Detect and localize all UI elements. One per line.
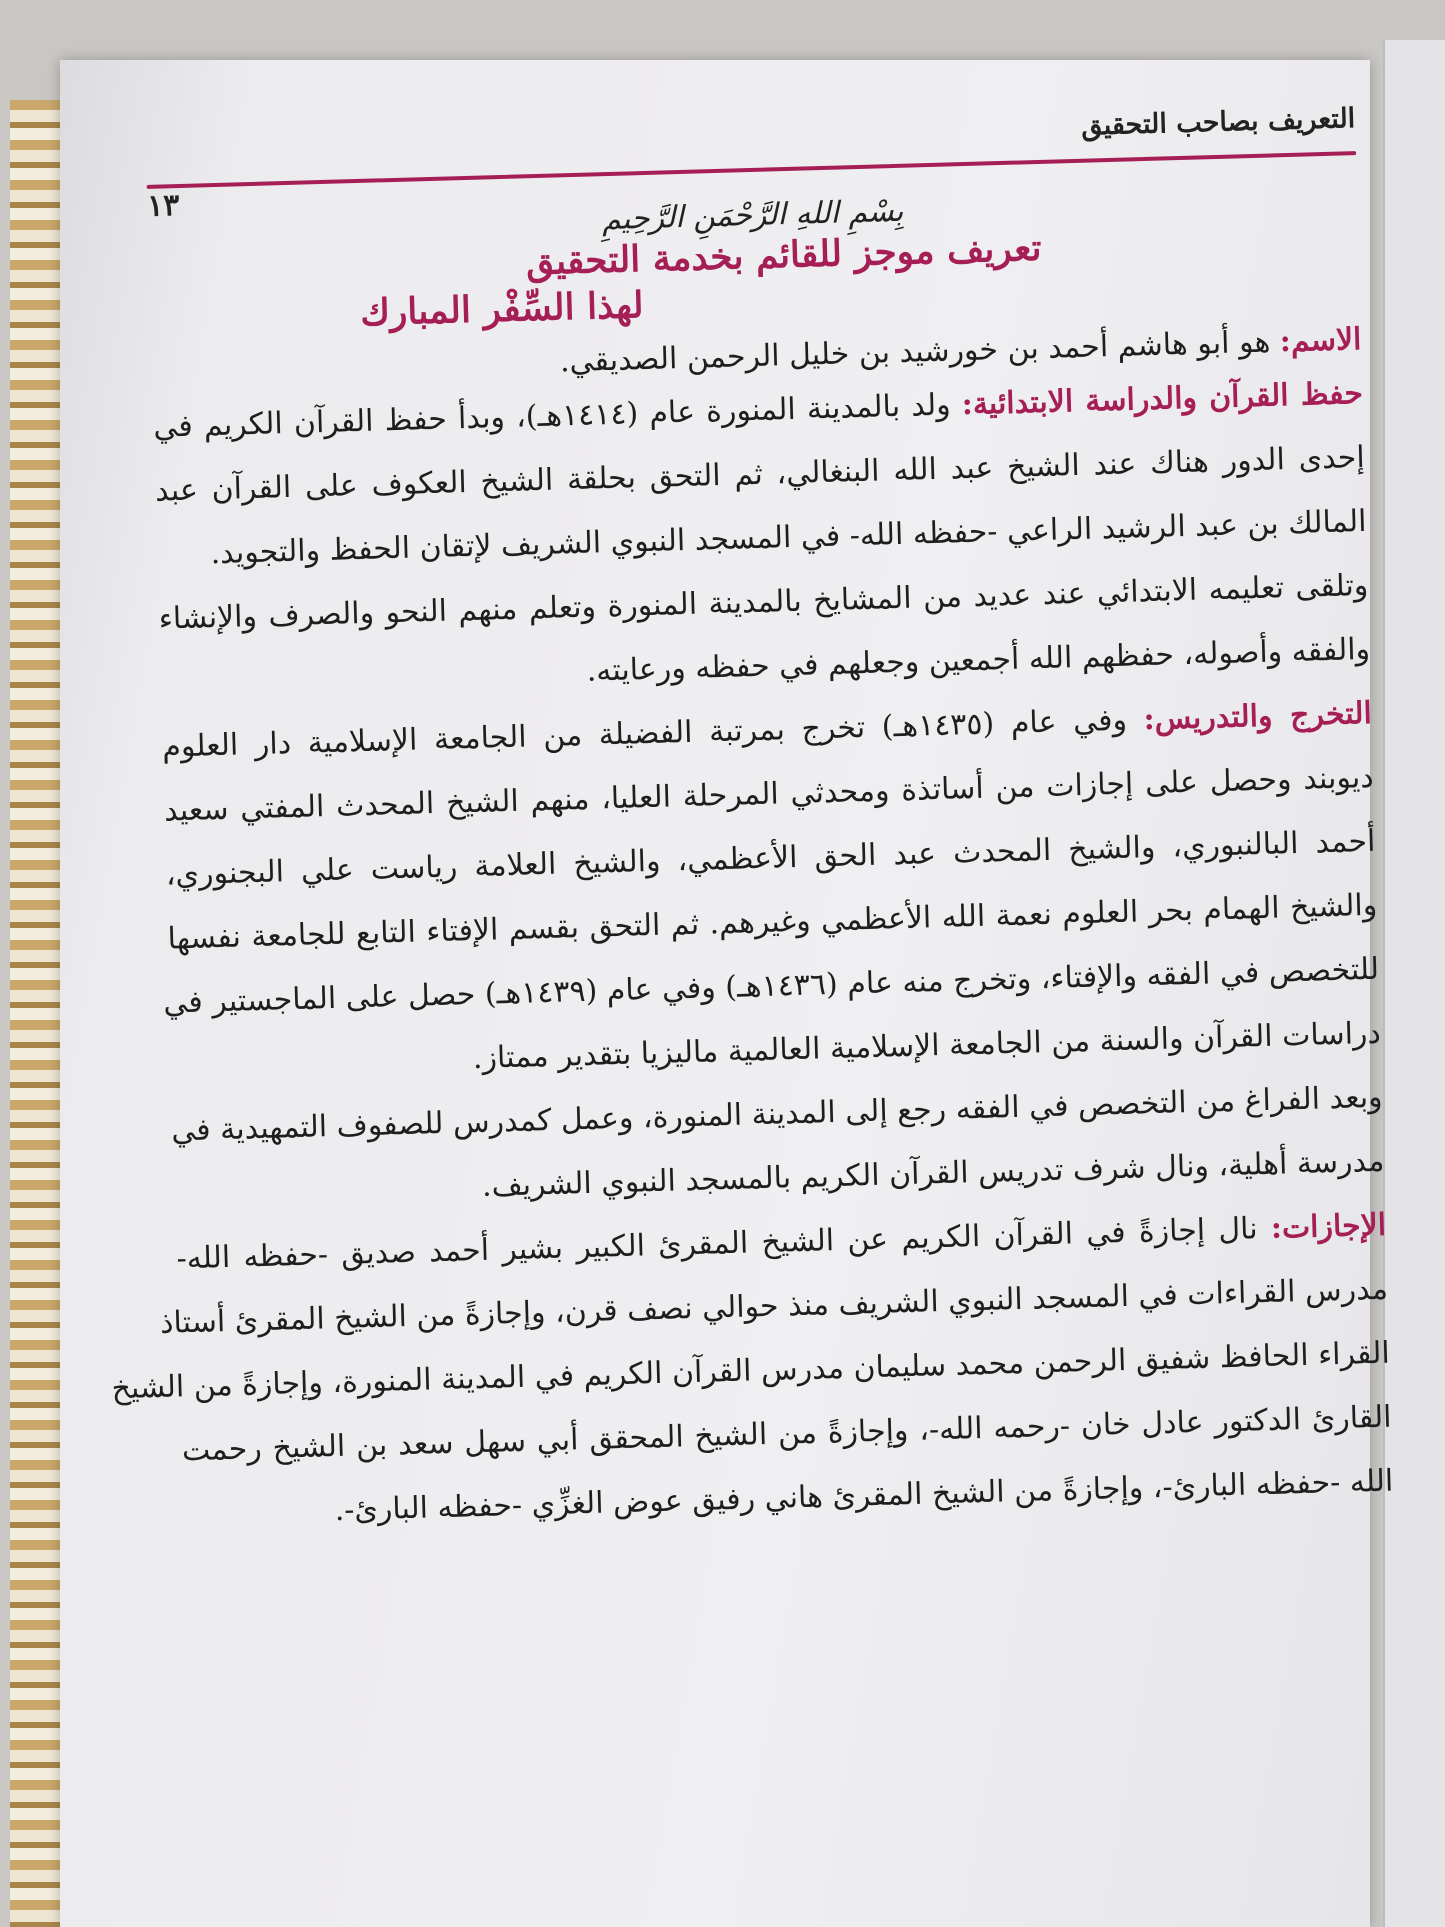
line-text: إحدى الدور هناك عند الشيخ عبد الله البنغالي، ثم التحق بحلقة الشيخ العكوف على القرآن عبد — [154, 439, 1366, 509]
section-label: التخرج والتدريس: — [1143, 695, 1373, 738]
line-text: وتلقى تعليمه الابتدائي عند عديد من المشايخ بالمدينة المنورة وتعلم منهم النحو والصرف والإنشاء — [158, 567, 1369, 637]
title-line-1: تعريف موجز للقائم بخدمة التحقيق — [525, 226, 1043, 284]
line-text: مدرس القراءات في المسجد النبوي الشريف منذ حوالي نصف قرن، وإجازةً من الشيخ المقرئ أستاذ — [159, 1271, 1389, 1341]
section-label: الاسم: — [1279, 322, 1362, 360]
line-text: هو أبو هاشم أحمد بن خورشيد بن خليل الرحمن الصديقي. — [559, 324, 1281, 380]
line-text: ولد بالمدينة المنورة عام (١٤١٤هـ)، وبدأ حفظ القرآن الكريم في — [152, 387, 963, 445]
page-content — [111, 103, 1394, 1547]
line-text: والشيخ الهمام بحر العلوم نعمة الله الأعظمي وغيرهم. ثم التحق بقسم الإفتاء التابع للجامعة نفسها — [167, 887, 1378, 957]
title-line-2: لهذا السِّفْر المبارك — [359, 284, 645, 334]
line-text: دراسات القرآن والسنة من الجامعة الإسلامية العالمية ماليزيا بتقدير ممتاز. — [472, 1015, 1382, 1077]
section-label: حفظ القرآن والدراسة الابتدائية: — [961, 376, 1364, 423]
line-text: والفقه وأصوله، حفظهم الله أجمعين وجعلهم في حفظه ورعايته. — [586, 631, 1371, 689]
section-label: الإجازات: — [1270, 1207, 1387, 1246]
line-text: القراء الحافظ شفيق الرحمن محمد سليمان مدرس القرآن الكريم في المدينة المنورة، وإجازةً من الشيخ — [111, 1335, 1391, 1407]
line-text: الله -حفظه البارئ-، وإجازةً من الشيخ المقرئ هاني رفيق عوض الغزِّي -حفظه البارئ-. — [334, 1463, 1394, 1529]
line-text: مدرسة أهلية، ونال شرف تدريس القرآن الكريم بالمسجد النبوي الشريف. — [481, 1143, 1385, 1204]
line-text: نال إجازةً في القرآن الكريم عن الشيخ المقرئ الكبير بشير أحمد صديق -حفظه الله- — [176, 1210, 1272, 1277]
line-text: وبعد الفراغ من التخصص في الفقه رجع إلى المدينة المنورة، وعمل كمدرس للصفوف التمهيدية في — [170, 1079, 1384, 1149]
book-spine-decoration — [10, 100, 65, 1927]
basmala: بِسْمِ اللهِ الرَّحْمَنِ الرَّحِيمِ — [601, 193, 904, 238]
facing-page-edge — [1383, 40, 1445, 1927]
line-text: ديوبند وحصل على إجازات من أساتذة ومحدثي المرحلة العليا، منهم الشيخ المحدث المفتي سعيد — [163, 759, 1375, 829]
line-text: القارئ الدكتور عادل خان -رحمه الله-، وإجازةً من الشيخ المحقق أبي سهل سعد بن الشيخ رحمت — [181, 1399, 1392, 1469]
line-text: وفي عام (١٤٣٥هـ) تخرج بمرتبة الفضيلة من الجامعة الإسلامية دار العلوم — [161, 702, 1145, 765]
book-page — [60, 60, 1394, 1927]
line-text: أحمد البالنبوري، والشيخ المحدث عبد الحق الأعظمي، والشيخ العلامة رياست علي البجنوري، — [165, 823, 1376, 893]
running-head: التعريف بصاحب التحقيق — [1080, 103, 1356, 142]
body-text — [111, 318, 1394, 1547]
line-text: المالك بن عبد الرشيد الراعي -حفظه الله- في المسجد النبوي الشريف لإتقان الحفظ والتجويد. — [210, 503, 1367, 572]
page-number: ١٣ — [146, 187, 180, 224]
line-text: للتخصص في الفقه والإفتاء، وتخرج منه عام (١٤٣٦هـ) وفي عام (١٤٣٩هـ) حصل على الماجستير في — [162, 951, 1380, 1021]
